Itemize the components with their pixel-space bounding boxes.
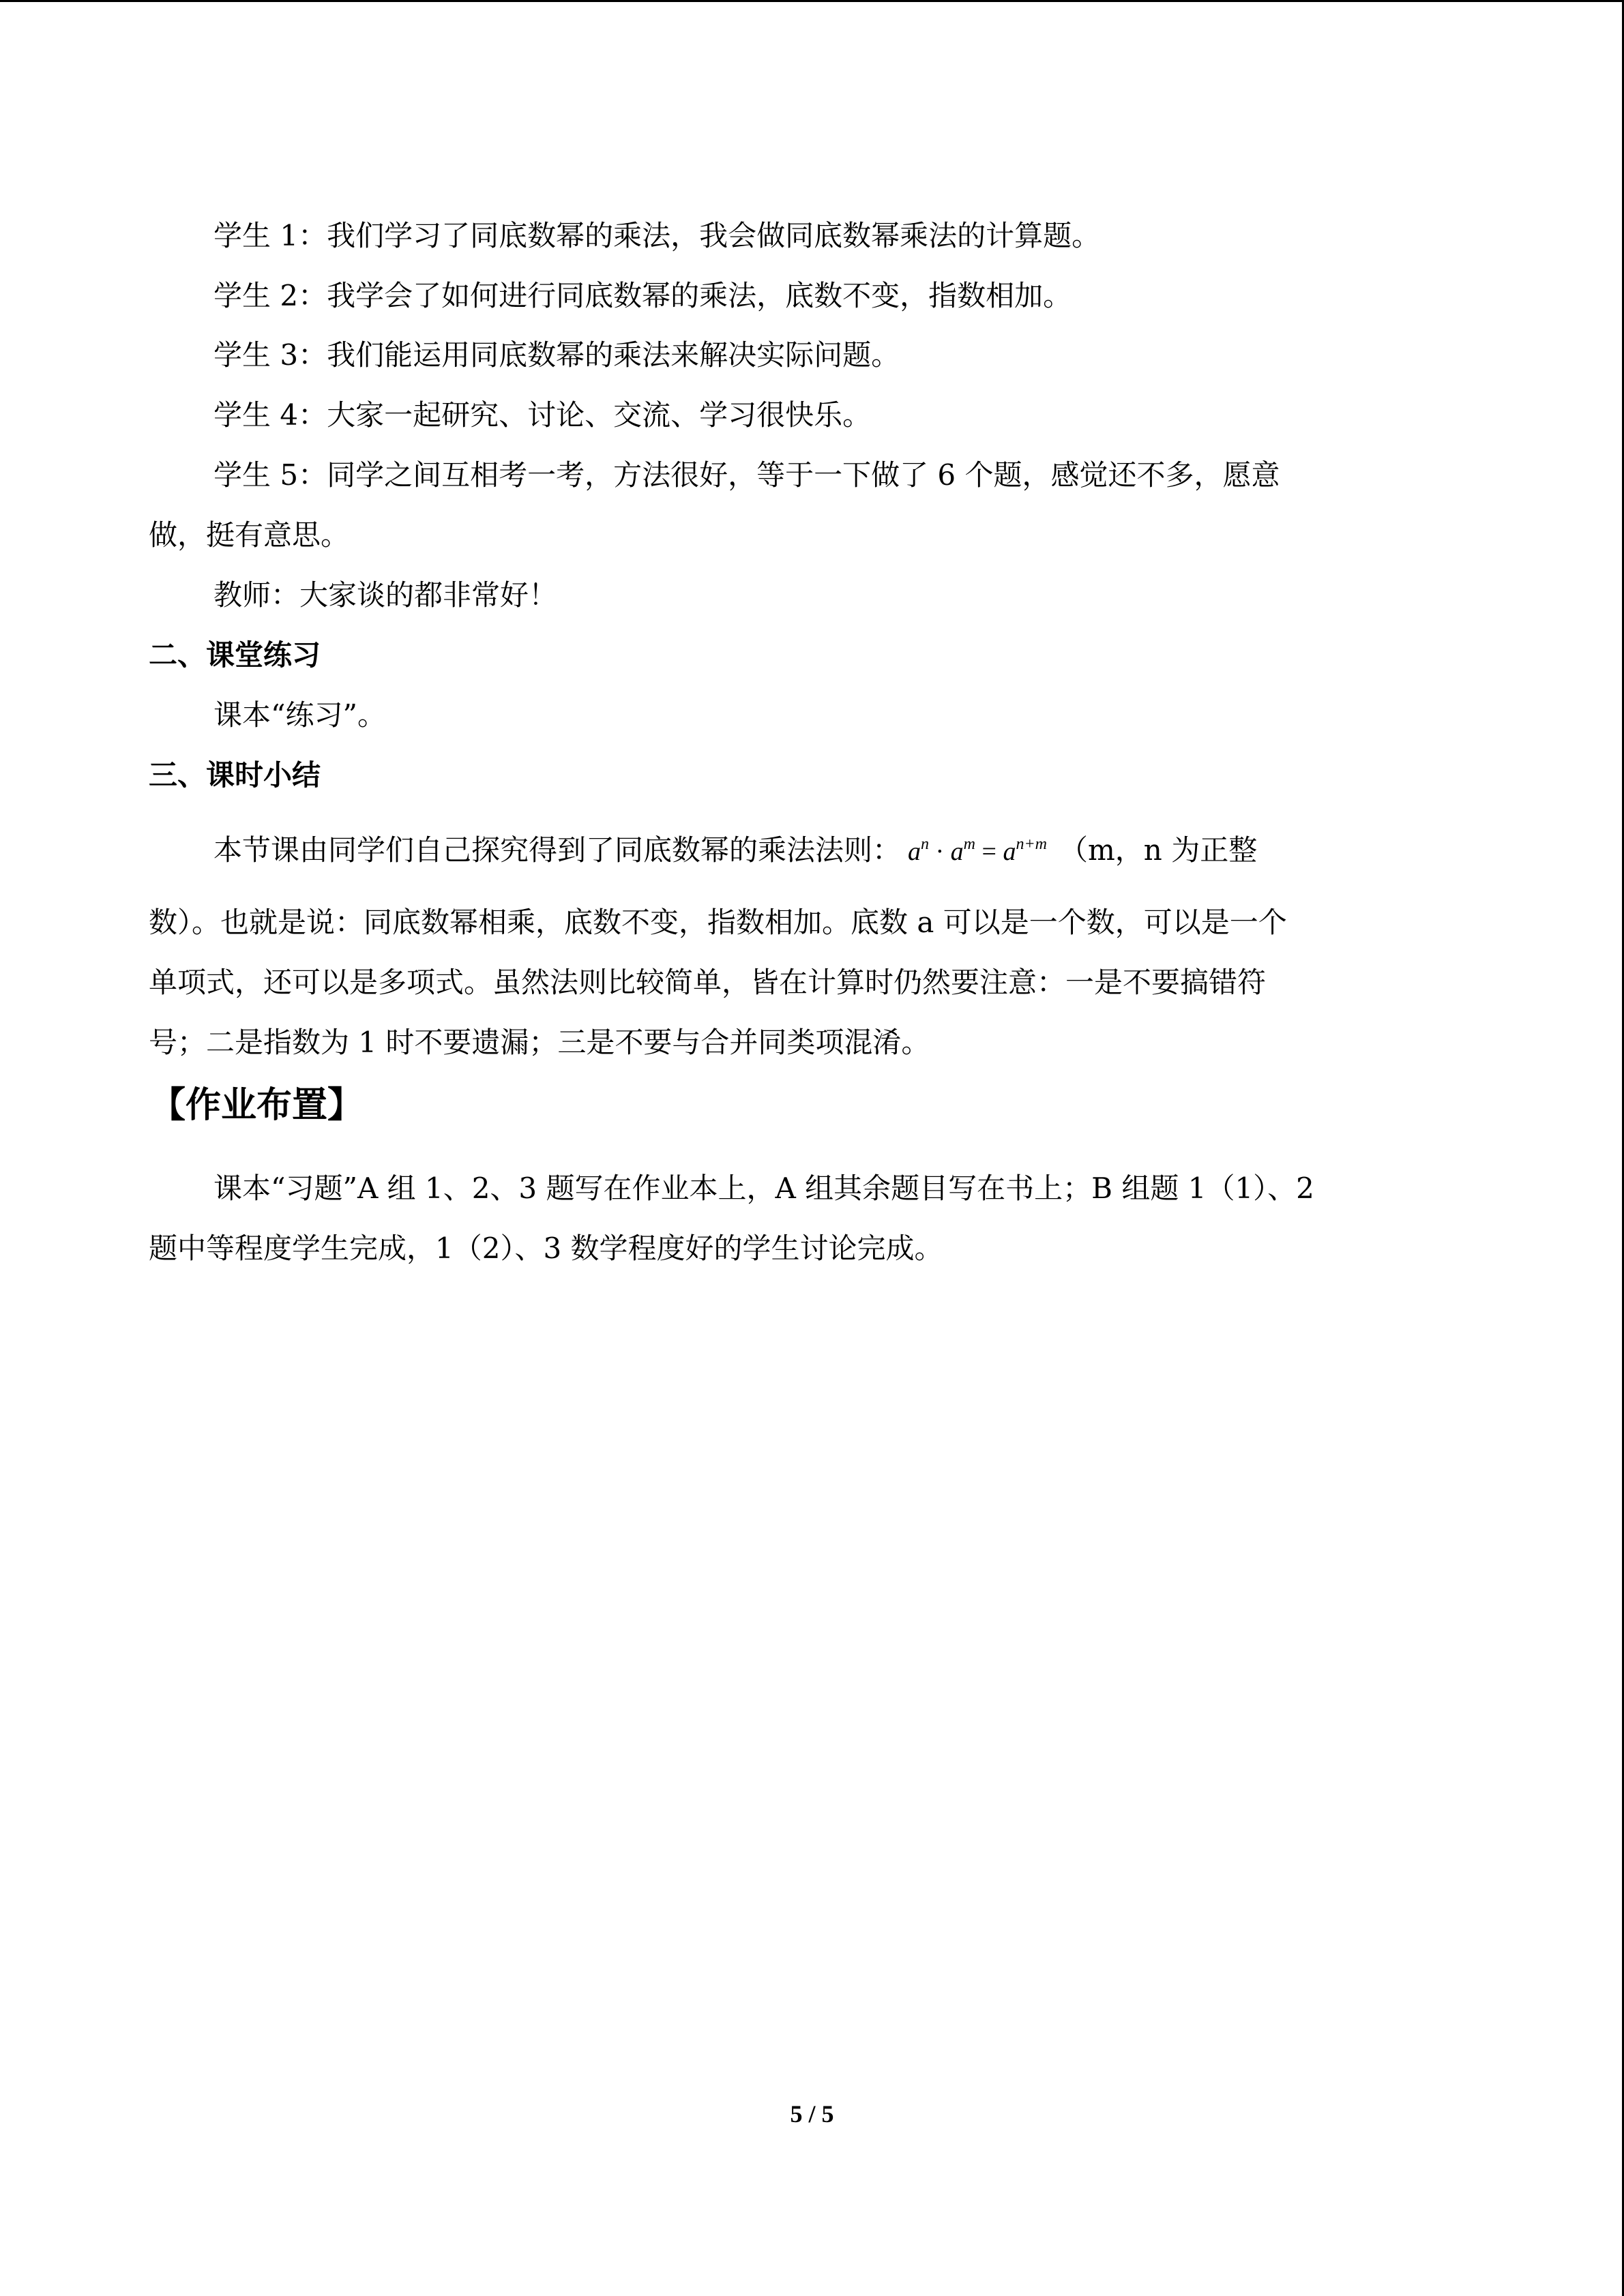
student-1-remark: 学生 1：我们学习了同底数幂的乘法，我会做同底数幂乘法的计算题。 — [213, 219, 1101, 252]
summary-line-2: 数）。也就是说：同底数幂相乘，底数不变，指数相加。底数 a 可以是一个数，可以是一个 — [149, 906, 1287, 939]
section-heading-classroom-practice: 二、课堂练习 — [149, 638, 321, 672]
multiplication-rule-formula: $a^n \cdot a^m = a^{n+m}$ — [908, 835, 1047, 866]
summary-intro-text: 本节课由同学们自己探究得到了同底数幂的乘法法则： — [213, 833, 902, 867]
student-4-remark: 学生 4：大家一起研究、讨论、交流、学习很快乐。 — [213, 398, 872, 432]
student-3-remark: 学生 3：我们能运用同底数幂的乘法来解决实际问题。 — [213, 338, 900, 372]
summary-line-4: 号；二是指数为 1 时不要遗漏；三是不要与合并同类项混淆。 — [149, 1026, 930, 1059]
summary-intro-tail: （m，n 为正整 — [1059, 833, 1258, 867]
student-5-remark-line-1: 学生 5：同学之间互相考一考，方法很好，等于一下做了 6 个题，感觉还不多，愿意 — [213, 458, 1280, 492]
student-2-remark: 学生 2：我学会了如何进行同底数幂的乘法，底数不变，指数相加。 — [213, 279, 1072, 312]
homework-line-2: 题中等程度学生完成，1（2）、3 数学程度好的学生讨论完成。 — [149, 1232, 943, 1265]
homework-heading: 【作业布置】 — [150, 1084, 364, 1126]
teacher-remark: 教师：大家谈的都非常好！ — [213, 578, 558, 612]
summary-line-3: 单项式，还可以是多项式。虽然法则比较简单，皆在计算时仍然要注意：一是不要搞错符 — [149, 966, 1267, 999]
section-heading-lesson-summary: 三、课时小结 — [149, 758, 321, 792]
classroom-practice-text: 课本“练习”。 — [213, 698, 386, 732]
page-number: 5 / 5 — [790, 2100, 834, 2128]
summary-line-1 — [213, 824, 1462, 872]
student-5-remark-line-2: 做，挺有意思。 — [149, 518, 350, 552]
page-border-top — [0, 0, 1624, 2]
homework-line-1: 课本“习题”A 组 1、2、3 题写在作业本上，A 组其余题目写在书上；B 组题 1（1）、2 — [213, 1172, 1314, 1205]
